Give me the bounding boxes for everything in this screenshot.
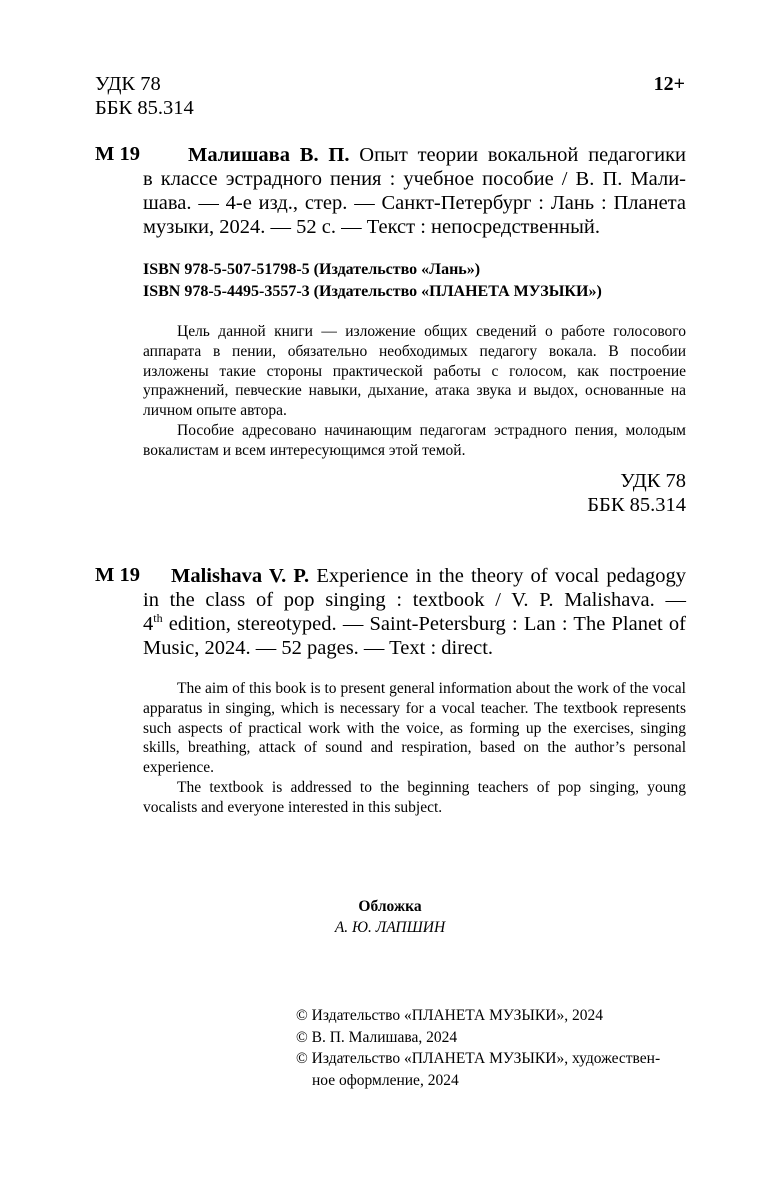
ru-author: Малишава В. П. bbox=[188, 144, 350, 166]
en-entry-line-4: Music, 2024. — 52 pages. — Text : direct. bbox=[143, 637, 494, 659]
cover-credit bbox=[320, 896, 460, 938]
en-edition-suffix: th bbox=[153, 611, 163, 625]
copyright-block bbox=[296, 1005, 696, 1091]
en-entry-line-1 bbox=[143, 564, 686, 588]
ru-entry-line-3: шава. — 4-е изд., стер. — Санкт-Петербург : Лань : Планета bbox=[143, 192, 686, 214]
cover-heading: Обложка bbox=[358, 898, 422, 915]
en-annotation-p1: The aim of this book is to present general information about the work of the vocal apparatus in singing, which is necessary for a vocal teacher. The textbook represents such aspects of practical work with the voice, as forming up the exercises, singing skills, breathing, attack of sound and respiration, based on the author’s personal experience. bbox=[143, 680, 686, 777]
en-entry-line-2: in the class of pop singing : textbook / V. P. Malishava. — bbox=[143, 589, 686, 611]
ru-bibliographic-entry bbox=[143, 143, 686, 239]
age-rating: 12+ bbox=[653, 73, 685, 95]
en-bibliographic-entry bbox=[143, 564, 686, 660]
en-entry-code: М 19 bbox=[95, 564, 140, 586]
ru-entry-line-4: музыки, 2024. — 52 с. — Текст : непосредственный. bbox=[143, 216, 600, 238]
copyright-design-cont: ное оформление, 2024 bbox=[312, 1071, 459, 1089]
ru-annotation bbox=[143, 322, 686, 461]
copyright-publisher: © Издательство «ПЛАНЕТА МУЗЫКИ», 2024 bbox=[296, 1007, 603, 1024]
en-annotation-p2: The textbook is addressed to the beginning teachers of pop singing, young vocalists and everyone interested in this subject. bbox=[143, 778, 686, 816]
udk-code: УДК 78 bbox=[95, 73, 161, 95]
isbn-lan: ISBN 978-5-507-51798-5 (Издательство «Лань») bbox=[143, 261, 481, 278]
udk-code-bottom: УДК 78 bbox=[620, 470, 686, 492]
classification-top bbox=[95, 72, 194, 120]
bbk-code: ББК 85.314 bbox=[95, 97, 194, 119]
ru-annotation-p1: Цель данной книги — изложение общих сведений о работе голосового аппарата в пении, обязательно необходимых педагогу вокала. В пособии изложены такие стороны практической работы с голосом, как построение упражнений, певческие навыки, дыхание, атака звука и выдох, основанные на личном опыте автора. bbox=[143, 323, 686, 420]
en-author: Malishava V. P. bbox=[171, 565, 310, 587]
classification-bottom bbox=[560, 469, 686, 517]
ru-entry-line-1 bbox=[143, 143, 686, 167]
en-entry-line-3 bbox=[143, 612, 686, 636]
en-annotation bbox=[143, 679, 686, 818]
cover-designer: А. Ю. ЛАПШИН bbox=[334, 919, 446, 936]
en-edition-rest: edition, stereotyped. — Saint-Petersburg : Lan : The Planet of bbox=[168, 613, 686, 635]
en-edition-number: 4 bbox=[143, 613, 154, 635]
ru-entry-line-2: в классе эстрадного пения : учебное пособие / В. П. Мали- bbox=[143, 168, 686, 190]
ru-entry-code: М 19 bbox=[95, 143, 140, 165]
copyright-design: © Издательство «ПЛАНЕТА МУЗЫКИ», художествен- bbox=[296, 1050, 661, 1067]
copyright-author: © В. П. Малишава, 2024 bbox=[296, 1028, 458, 1046]
ru-annotation-p2: Пособие адресовано начинающим педагогам эстрадного пения, молодым вокалистам и всем интересующимся этой темой. bbox=[143, 421, 686, 459]
isbn-block bbox=[143, 259, 602, 303]
isbn-planeta: ISBN 978-5-4495-3557-3 (Издательство «ПЛАНЕТА МУЗЫКИ») bbox=[143, 283, 602, 300]
ru-title-start: Опыт теории вокальной педагогики bbox=[359, 144, 686, 166]
en-title-start: Experience in the theory of vocal pedagogy bbox=[316, 565, 687, 587]
bbk-code-bottom: ББК 85.314 bbox=[587, 494, 686, 516]
